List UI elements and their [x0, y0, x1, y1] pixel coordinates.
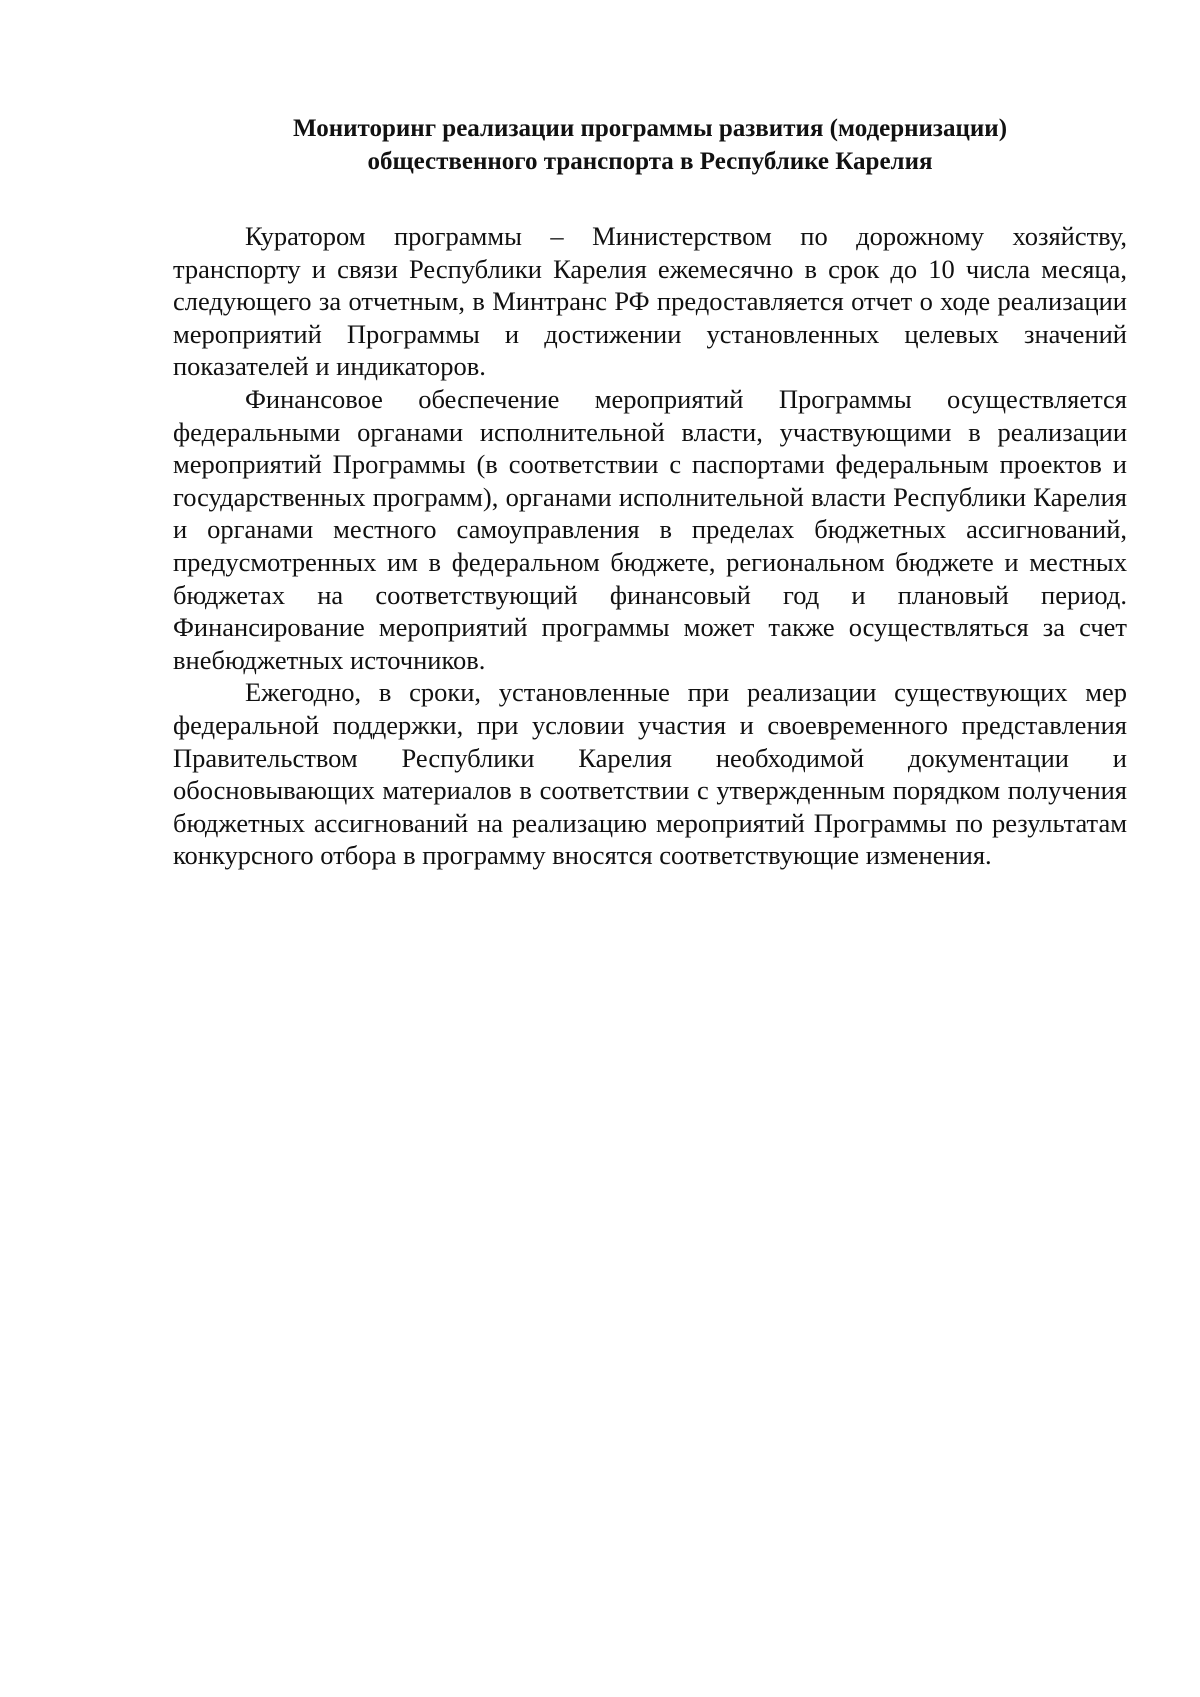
title-line-2: общественного транспорта в Республике Карелия	[367, 148, 933, 175]
title-line-1: Мониторинг реализации программы развития (модернизации)	[292, 115, 1008, 142]
document-title	[173, 112, 1127, 178]
document-body	[173, 220, 1127, 872]
paragraph-annual-changes: Ежегодно, в сроки, установленные при реализации существующих мер федеральной поддержки, при условии участия и своевременного представления Правительством Республики Карелия необходимой документации и обосновывающих материалов в соответствии с утвержденным порядком получения бюджетных ассигнований на реализацию мероприятий Программы по результатам конкурсного отбора в программу вносятся соответствующие изменения.	[173, 677, 1127, 871]
paragraph-financing: Финансовое обеспечение мероприятий Программы осуществляется федеральными органами исполнительной власти, участвующими в реализации мероприятий Программы (в соответствии с паспортами федеральным проектов и государственных программ), органами исполнительной власти Республики Карелия и органами местного самоуправления в пределах бюджетных ассигнований, предусмотренных им в федеральном бюджете, региональном бюджете и местных бюджетах на соответствующий финансовый год и плановый период. Финансирование мероприятий программы может также осуществляться за счет внебюджетных источников.	[173, 383, 1127, 675]
paragraph-curator-report: Куратором программы – Министерством по дорожному хозяйству, транспорту и связи Республики Карелия ежемесячно в срок до 10 числа месяца, следующего за отчетным, в Минтранс РФ предоставляется отчет о ходе реализации мероприятий Программы и достижении установленных целевых значений показателей и индикаторов.	[173, 221, 1127, 382]
document-content	[173, 112, 1127, 872]
